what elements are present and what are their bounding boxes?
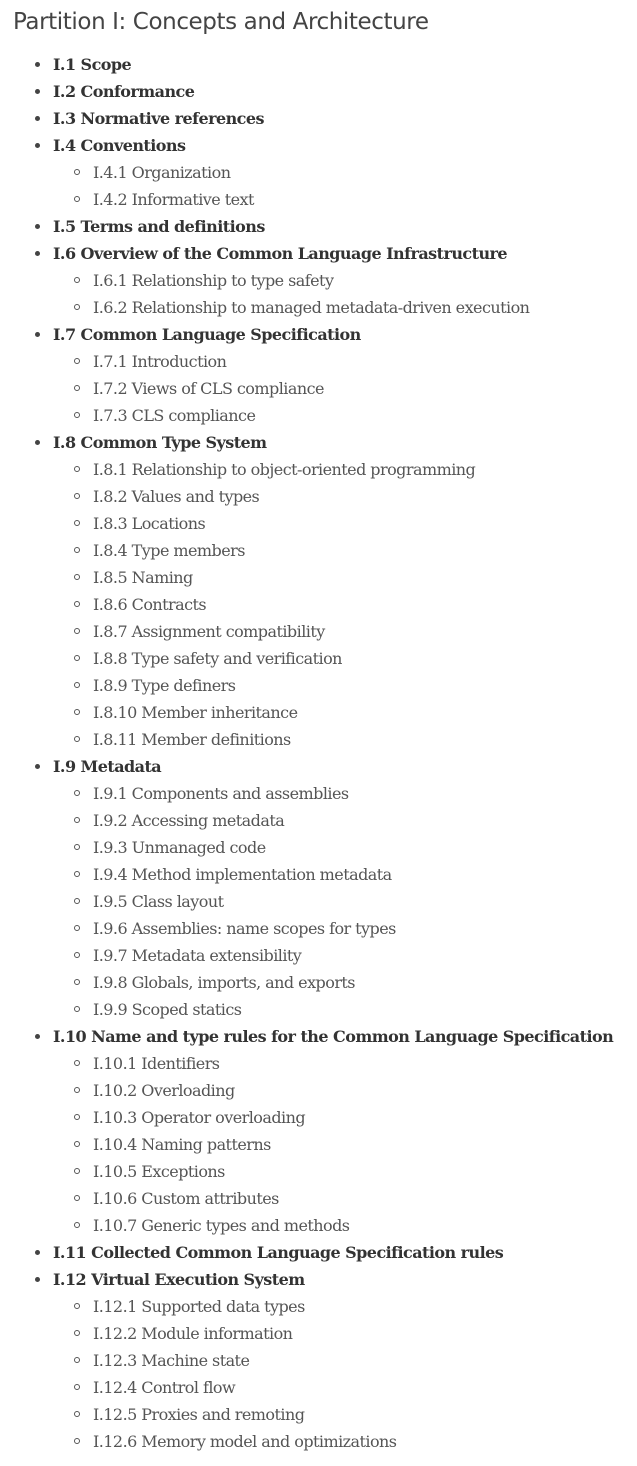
toc-subsection-link[interactable]: I.8.4 Type members <box>53 537 613 564</box>
toc-subsection-link[interactable]: I.10.4 Naming patterns <box>53 1131 613 1158</box>
toc-subsection-link[interactable]: I.8.1 Relationship to object-oriented programming <box>53 456 613 483</box>
toc-section <box>0 321 613 429</box>
toc-section-link[interactable]: I.11 Collected Common Language Specification rules <box>53 1239 613 1266</box>
toc-section-link[interactable]: I.8 Common Type System <box>53 429 613 456</box>
toc-section-link[interactable]: I.6 Overview of the Common Language Infrastructure <box>53 240 613 267</box>
toc-subsection-link[interactable]: I.12.6 Memory model and optimizations <box>53 1428 613 1455</box>
toc-subsection-list <box>53 1293 613 1455</box>
toc-subsection-list <box>53 348 613 429</box>
toc-subsection-link[interactable]: I.4.1 Organization <box>53 159 613 186</box>
toc-subsection-link[interactable]: I.10.7 Generic types and methods <box>53 1212 613 1239</box>
toc-subsection-link[interactable]: I.10.5 Exceptions <box>53 1158 613 1185</box>
toc-subsection-link[interactable]: I.9.6 Assemblies: name scopes for types <box>53 915 613 942</box>
toc-subsection-link[interactable]: I.9.9 Scoped statics <box>53 996 613 1023</box>
toc-section <box>0 429 613 753</box>
toc-subsection-link[interactable]: I.9.2 Accessing metadata <box>53 807 613 834</box>
toc-subsection-link[interactable]: I.12.3 Machine state <box>53 1347 613 1374</box>
toc-section-link[interactable]: I.5 Terms and definitions <box>53 213 613 240</box>
toc-subsection-link[interactable]: I.10.1 Identifiers <box>53 1050 613 1077</box>
toc-section <box>0 213 613 240</box>
toc-subsection-link[interactable]: I.8.3 Locations <box>53 510 613 537</box>
toc-subsection-link[interactable]: I.4.2 Informative text <box>53 186 613 213</box>
toc-subsection-list <box>53 1050 613 1239</box>
toc-subsection-link[interactable]: I.10.2 Overloading <box>53 1077 613 1104</box>
toc-subsection-link[interactable]: I.9.7 Metadata extensibility <box>53 942 613 969</box>
toc-subsection-link[interactable]: I.12.5 Proxies and remoting <box>53 1401 613 1428</box>
toc-subsection-link[interactable]: I.9.4 Method implementation metadata <box>53 861 613 888</box>
toc-subsection-link[interactable]: I.10.3 Operator overloading <box>53 1104 613 1131</box>
toc-section-link[interactable]: I.3 Normative references <box>53 105 613 132</box>
toc-subsection-link[interactable]: I.8.6 Contracts <box>53 591 613 618</box>
toc-subsection-link[interactable]: I.7.2 Views of CLS compliance <box>53 375 613 402</box>
toc-subsection-link[interactable]: I.7.3 CLS compliance <box>53 402 613 429</box>
toc-subsection-link[interactable]: I.9.8 Globals, imports, and exports <box>53 969 613 996</box>
toc-section <box>0 51 613 78</box>
toc-section <box>0 1266 613 1455</box>
toc-subsection-link[interactable]: I.8.7 Assignment compatibility <box>53 618 613 645</box>
toc-subsection-list <box>53 159 613 213</box>
toc-section <box>0 78 613 105</box>
toc-section-link[interactable]: I.7 Common Language Specification <box>53 321 613 348</box>
toc-subsection-link[interactable]: I.9.3 Unmanaged code <box>53 834 613 861</box>
toc-section <box>0 105 613 132</box>
toc-subsection-link[interactable]: I.6.1 Relationship to type safety <box>53 267 613 294</box>
toc-subsection-link[interactable]: I.12.2 Module information <box>53 1320 613 1347</box>
toc-section <box>0 240 613 321</box>
toc-section-link[interactable]: I.9 Metadata <box>53 753 613 780</box>
toc-section <box>0 1023 613 1239</box>
toc-subsection-link[interactable]: I.8.5 Naming <box>53 564 613 591</box>
toc-subsection-link[interactable]: I.7.1 Introduction <box>53 348 613 375</box>
toc-subsection-link[interactable]: I.9.1 Components and assemblies <box>53 780 613 807</box>
toc-subsection-list <box>53 780 613 1023</box>
toc-section <box>0 1239 613 1266</box>
page-title: Partition I: Concepts and Architecture <box>13 9 429 35</box>
table-of-contents <box>0 51 613 1455</box>
toc-subsection-list <box>53 267 613 321</box>
toc-subsection-link[interactable]: I.8.8 Type safety and verification <box>53 645 613 672</box>
toc-subsection-link[interactable]: I.6.2 Relationship to managed metadata-driven execution <box>53 294 613 321</box>
toc-section <box>0 132 613 213</box>
toc-subsection-link[interactable]: I.8.10 Member inheritance <box>53 699 613 726</box>
toc-subsection-link[interactable]: I.8.2 Values and types <box>53 483 613 510</box>
toc-section-link[interactable]: I.4 Conventions <box>53 132 613 159</box>
toc-section <box>0 753 613 1023</box>
toc-section-link[interactable]: I.1 Scope <box>53 51 613 78</box>
toc-section-link[interactable]: I.12 Virtual Execution System <box>53 1266 613 1293</box>
toc-section-link[interactable]: I.10 Name and type rules for the Common Language Specification <box>53 1023 613 1050</box>
toc-subsection-list <box>53 456 613 753</box>
toc-section-link[interactable]: I.2 Conformance <box>53 78 613 105</box>
toc-subsection-link[interactable]: I.9.5 Class layout <box>53 888 613 915</box>
toc-subsection-link[interactable]: I.8.11 Member definitions <box>53 726 613 753</box>
toc-subsection-link[interactable]: I.8.9 Type definers <box>53 672 613 699</box>
toc-subsection-link[interactable]: I.10.6 Custom attributes <box>53 1185 613 1212</box>
toc-subsection-link[interactable]: I.12.1 Supported data types <box>53 1293 613 1320</box>
toc-subsection-link[interactable]: I.12.4 Control flow <box>53 1374 613 1401</box>
